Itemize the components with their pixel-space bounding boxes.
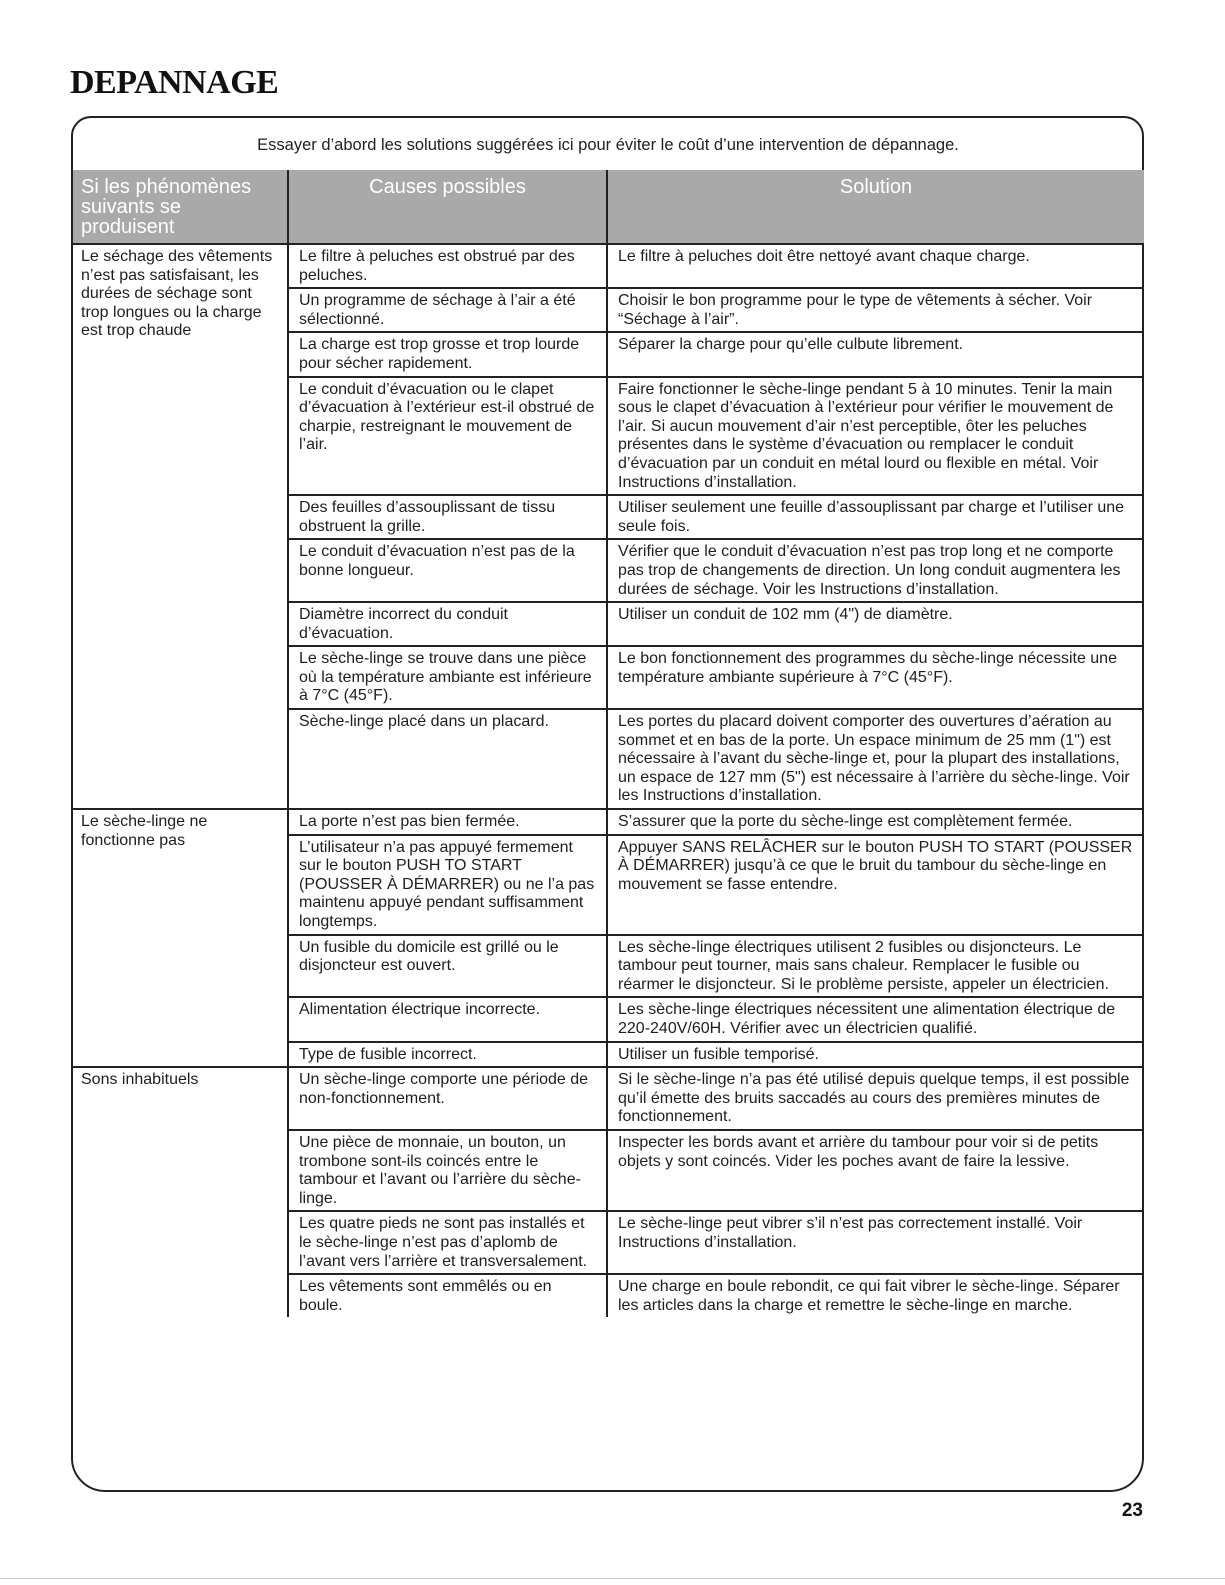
solution-cell: Si le sèche-linge n’a pas été utilisé depuis quelque temps, il est possible qu’il émette des bruits saccadés au cours des premières minutes de fonctionnement. [607, 1067, 1144, 1130]
solution-cell: Séparer la charge pour qu’elle culbute librement. [607, 332, 1144, 376]
symptom-cell: Le sèche-linge ne fonctionne pas [73, 809, 288, 1067]
symptom-cell: Le séchage des vêtements n’est pas satisfaisant, les durées de séchage sont trop longues ou la charge est trop chaude [73, 244, 288, 809]
cause-cell: La charge est trop grosse et trop lourde pour sécher rapidement. [288, 332, 607, 376]
solution-cell: Les portes du placard doivent comporter des ouvertures d’aération au sommet et en bas de la porte. Un espace minimum de 25 mm (1") est nécessaire à l’avant du sèche-linge et, pour la plupart des installations, un espace de 127 mm (5") est nécessaire à l’arrière du sèche-linge. Voir les Instructions d’installation. [607, 709, 1144, 809]
header-solution: Solution [607, 170, 1144, 244]
header-cause: Causes possibles [288, 170, 607, 244]
solution-cell: Le bon fonctionnement des programmes du sèche-linge nécessite une température ambiante supérieure à 7°C (45°F). [607, 646, 1144, 709]
bottom-rule [0, 1578, 1225, 1579]
cause-cell: Diamètre incorrect du conduit d’évacuation. [288, 602, 607, 646]
cause-cell: Un fusible du domicile est grillé ou le disjoncteur est ouvert. [288, 935, 607, 998]
intro-text: Essayer d’abord les solutions suggérées ici pour éviter le coût d’une intervention de dépannage. [257, 136, 959, 154]
solution-cell: Les sèche-linge électriques utilisent 2 fusibles ou disjoncteurs. Le tambour peut tourner, mais sans chaleur. Remplacer le fusible ou réarmer le disjoncteur. Si le problème persiste, appeler un électricien. [607, 935, 1144, 998]
cause-cell: Les vêtements sont emmêlés ou en boule. [288, 1274, 607, 1317]
cause-cell: Sèche-linge placé dans un placard. [288, 709, 607, 809]
solution-cell: Choisir le bon programme pour le type de vêtements à sécher. Voir “Séchage à l’air”. [607, 288, 1144, 332]
solution-cell: Les sèche-linge électriques nécessitent une alimentation électrique de 220-240V/60H. Vérifier avec un électricien qualifié. [607, 997, 1144, 1041]
cause-cell: Une pièce de monnaie, un bouton, un trombone sont-ils coincés entre le tambour et l’avant ou l’arrière du sèche-linge. [288, 1130, 607, 1211]
table-row [73, 809, 1144, 835]
table-header-row [73, 170, 1144, 244]
cause-cell: Le filtre à peluches est obstrué par des peluches. [288, 244, 607, 288]
solution-cell: Utiliser seulement une feuille d’assouplissant par charge et l’utiliser une seule fois. [607, 495, 1144, 539]
solution-cell: Appuyer SANS RELÂCHER sur le bouton PUSH TO START (POUSSER À DÉMARRER) jusqu’à ce que le bruit du tambour du sèche-linge en mouvement se fasse entendre. [607, 835, 1144, 935]
solution-cell: S’assurer que la porte du sèche-linge est complètement fermée. [607, 809, 1144, 835]
solution-cell: Le sèche-linge peut vibrer s’il n’est pas correctement installé. Voir Instructions d’installation. [607, 1211, 1144, 1274]
cause-cell: Un sèche-linge comporte une période de non-fonctionnement. [288, 1067, 607, 1130]
cause-cell: Les quatre pieds ne sont pas installés et le sèche-linge n’est pas d’aplomb de l’avant vers l’arrière et transversalement. [288, 1211, 607, 1274]
cause-cell: Le sèche-linge se trouve dans une pièce où la température ambiante est inférieure à 7°C (45°F). [288, 646, 607, 709]
table-row [73, 1067, 1144, 1130]
solution-cell: Faire fonctionner le sèche-linge pendant 5 à 10 minutes. Tenir la main sous le clapet d’évacuation à l’extérieur pour vérifier le mouvement de l’air. Si aucun mouvement d’air n’est perceptible, ôter les peluches présentes dans le système d’évacuation ou remplacer le conduit d’évacuation par un conduit en métal lourd ou flexible en métal. Voir Instructions d’installation. [607, 377, 1144, 496]
symptom-cell: Sons inhabituels [81, 1071, 199, 1089]
cause-cell: Le conduit d’évacuation n’est pas de la bonne longueur. [288, 539, 607, 602]
solution-cell: Inspecter les bords avant et arrière du tambour pour voir si de petits objets y sont coincés. Vider les poches avant de faire la lessive. [607, 1130, 1144, 1211]
solution-cell: Le filtre à peluches doit être nettoyé avant chaque charge. [607, 244, 1144, 288]
cause-cell: La porte n’est pas bien fermée. [288, 809, 607, 835]
cause-cell: Type de fusible incorrect. [288, 1042, 607, 1068]
solution-cell: Utiliser un fusible temporisé. [607, 1042, 1144, 1068]
cause-cell: Des feuilles d’assouplissant de tissu obstruent la grille. [288, 495, 607, 539]
solution-cell: Vérifier que le conduit d’évacuation n’est pas trop long et ne comporte pas trop de changements de direction. Un long conduit augmentera les durées de séchage. Voir les Instructions d’installation. [607, 539, 1144, 602]
solution-cell: Utiliser un conduit de 102 mm (4") de diamètre. [607, 602, 1144, 646]
cause-cell: L’utilisateur n’a pas appuyé fermement sur le bouton PUSH TO START (POUSSER À DÉMARRER) ou ne l’a pas maintenu appuyé pendant suffisamment longtemps. [288, 835, 607, 935]
table-body [73, 244, 1144, 1317]
table-row [73, 244, 1144, 288]
cause-cell: Un programme de séchage à l’air a été sélectionné. [288, 288, 607, 332]
troubleshooting-table [73, 170, 1144, 1317]
cause-cell: Alimentation électrique incorrecte. [288, 997, 607, 1041]
cause-cell: Le conduit d’évacuation ou le clapet d’évacuation à l’extérieur est-il obstrué de charpie, restreignant le mouvement de l’air. [288, 377, 607, 496]
solution-cell: Une charge en boule rebondit, ce qui fait vibrer le sèche-linge. Séparer les articles dans la charge et remettre le sèche-linge en marche. [607, 1274, 1144, 1317]
page-title: DEPANNAGE [70, 64, 279, 101]
page-number: 23 [1121, 1500, 1143, 1521]
header-symptom: Si les phénomènes suivants se produisent [73, 170, 288, 244]
